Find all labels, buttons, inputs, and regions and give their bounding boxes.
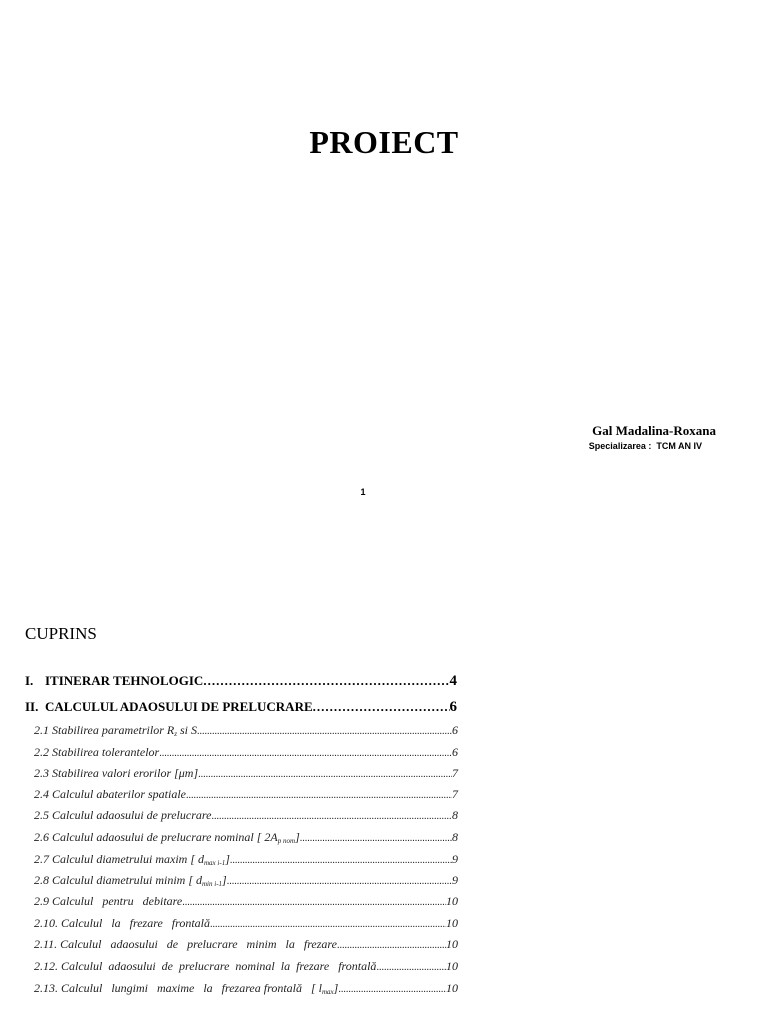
toc-section[interactable] [34,723,458,738]
toc-section[interactable] [34,766,458,781]
leader-dots [198,766,452,781]
toc-section[interactable] [34,959,458,974]
toc-section[interactable] [34,830,458,845]
section-label: 2.10. Calculul la frezare frontală [34,916,210,930]
leader-dots [376,959,446,974]
toc-section[interactable] [34,894,458,909]
section-page: 7 [452,787,458,801]
section-page: 10 [446,959,458,973]
document-title: PROIECT [309,124,459,160]
section-page: 10 [446,981,458,995]
specialization-label: Specializarea : TCM AN IV [588,441,702,451]
section-label: 2.8 Calculul diametrului minim [ $d_{min i-1}$] [34,873,227,888]
leader-dots [227,873,452,888]
leader-dots [211,808,452,823]
leader-dots [203,673,449,689]
author-name: Gal Madalina-Roxana [592,423,716,438]
section-label: 2.7 Calculul diametrului maxim [ $d_{max i-1}$] [34,852,230,867]
leader-dots [313,699,450,715]
toc-section[interactable] [34,852,458,867]
section-label: 2.5 Calculul adaosului de prelucrare [34,808,212,822]
section-label: 2.9 Calculul pentru debitare [34,894,183,908]
toc-section[interactable] [34,916,458,931]
leader-dots [230,852,452,867]
leader-dots [300,830,452,845]
toc-chapter-2[interactable] [25,699,457,716]
page-number: 1 [360,487,366,497]
leader-dots [159,745,452,760]
section-page: 9 [452,873,458,887]
section-page: 7 [452,766,458,780]
leader-dots [186,787,452,802]
chapter-number: II. [25,699,39,714]
leader-dots [337,937,446,952]
chapter-label: CALCULUL ADAOSULUI DE PRELUCRARE [45,699,313,714]
leader-dots [210,916,446,931]
toc-heading: CUPRINS [25,624,97,643]
toc-section[interactable] [34,937,458,952]
chapter-page: 4 [449,673,457,689]
section-page: 10 [446,894,458,908]
section-label: 2.3 Stabilirea valori erorilor [μm] [34,766,199,780]
leader-dots [182,894,446,909]
section-page: 10 [446,937,458,951]
toc-section[interactable] [34,873,458,888]
section-page: 10 [446,916,458,930]
toc-section[interactable] [34,981,458,996]
section-label: 2.4 Calculul abaterilor spatiale [34,787,186,801]
section-label: 2.2 Stabilirea tolerantelor [34,745,160,759]
section-page: 8 [452,808,458,822]
section-label: 2.1 Stabilirea parametrilor $R_z$ si S [34,723,197,738]
leader-dots [338,981,446,996]
section-page: 8 [452,830,458,844]
section-page: 9 [452,852,458,866]
section-label: 2.12. Calculul adaosului de prelucrare nominal la frezare frontală [34,959,377,973]
chapter-number: I. [25,673,34,688]
toc-section[interactable] [34,808,458,823]
chapter-label: ITINERAR TEHNOLOGIC [45,673,204,688]
section-label: 2.6 Calculul adaosului de prelucrare nominal [ $2A_{p nom}$] [34,830,300,845]
toc-chapter-1[interactable] [25,673,457,690]
section-page: 6 [452,723,458,737]
section-label: 2.13. Calculul lungimi maxime la frezarea frontală [ $l_{max}$] [34,981,339,996]
section-label: 2.11. Calculul adaosului de prelucrare minim la frezare [34,937,337,951]
chapter-page: 6 [449,699,457,715]
section-page: 6 [452,745,458,759]
toc-section[interactable] [34,787,458,802]
leader-dots [197,723,452,738]
toc-section[interactable] [34,745,458,760]
